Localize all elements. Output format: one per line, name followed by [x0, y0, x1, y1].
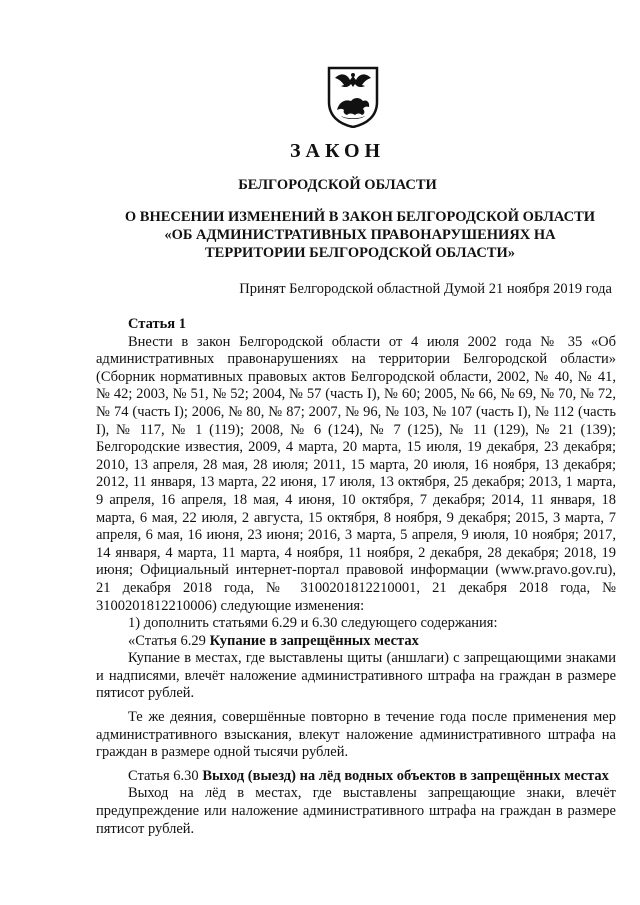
article-6-30-title: Выход (выезд) на лёд водных объектов в запрещённых местах	[202, 767, 609, 784]
article-6-29-paragraph-1: Купание в местах, где выставлены щиты (аншлаги) с запрещающими знаками и надписями, влечёт наложение административного штрафа на граждан в размере пятисот рублей.	[96, 650, 616, 702]
amendment-item-1: 1) дополнить статьями 6.29 и 6.30 следующего содержания:	[128, 615, 498, 632]
coat-of-arms-emblem	[327, 66, 379, 128]
article-6-30-heading	[96, 768, 616, 786]
document-title: ЗАКОН	[289, 140, 386, 162]
document-region: БЕЛГОРОДСКОЙ ОБЛАСТИ	[238, 177, 437, 193]
article-6-29-paragraph-2: Те же деяния, совершённые повторно в течение года после применения мер административного взыскания, влекут наложение административного штрафа на граждан в размере одной тысячи рублей.	[96, 709, 616, 761]
heading-line: О ВНЕСЕНИИ ИЗМЕНЕНИЙ В ЗАКОН БЕЛГОРОДСКОЙ ОБЛАСТИ	[124, 209, 596, 225]
adoption-note: Принят Белгородской областной Думой 21 ноября 2019 года	[239, 281, 612, 297]
article-6-29-heading	[96, 633, 616, 651]
heading-line: «ОБ АДМИНИСТРАТИВНЫХ ПРАВОНАРУШЕНИЯХ НА	[164, 227, 556, 243]
document-heading	[100, 208, 620, 262]
heading-line: ТЕРРИТОРИИ БЕЛГОРОДСКОЙ ОБЛАСТИ»	[205, 245, 515, 261]
article-6-30-number: Статья 6.30	[128, 767, 199, 784]
article-1-title: Статья 1	[128, 316, 186, 332]
article-6-29-number: «Статья 6.29	[128, 632, 206, 649]
article-6-30-paragraph-1: Выход на лёд в местах, где выставлены запрещающие знаки, влечёт предупреждение или наложение административного штрафа на граждан в размере пятисот рублей.	[96, 785, 616, 837]
document-body	[96, 316, 616, 838]
article-6-29-title: Купание в запрещённых местах	[209, 632, 419, 649]
article-1-text: Внести в закон Белгородской области от 4 июля 2002 года № 35 «Об административных правонарушениях на территории Белгородской области» (Сборник нормативных правовых актов Белгородской области, 2002, № 40, № 41, № 42; 2003, № 51, № 52; 2004, № 57 (часть I), № 60; 2005, № 66, № 69, № 70, № 72, № 74 (часть I); 2006, № 80, № 87; 2007, № 96, № 103, № 107 (часть I), № 112 (часть I), № 117, № 1 (119); 2008, № 6 (124), № 7 (125), № 11 (129), № 21 (139); Белгородские известия, 2009, 4 марта, 20 марта, 15 июля, 19 декабря, 23 декабря; 2010, 13 апреля, 28 мая, 28 июля; 2011, 15 марта, 20 июля, 16 ноября, 13 декабря; 2012, 11 января, 13 марта, 22 июня, 17 июля, 13 октября, 25 декабря; 2013, 1 марта, 9 апреля, 16 апреля, 18 мая, 4 июня, 10 октября, 7 декабря; 2014, 11 января, 18 марта, 6 мая, 22 июля, 2 августа, 15 октября, 8 ноября, 9 декабря; 2015, 3 марта, 7 апреля, 6 мая, 16 июня, 23 июня; 2016, 3 марта, 5 апреля, 9 июля, 10 ноября; 2017, 14 января, 4 марта, 11 марта, 4 ноября, 11 ноября, 2 декабря, 28 декабря; 2018, 19 июня; Официальный интернет-портал правовой информации (www.pravo.gov.ru), 21 декабря 2018 года, № 3100201812210001, 21 декабря 2018 года, № 3100201812210006) следующие изменения:	[96, 333, 616, 614]
